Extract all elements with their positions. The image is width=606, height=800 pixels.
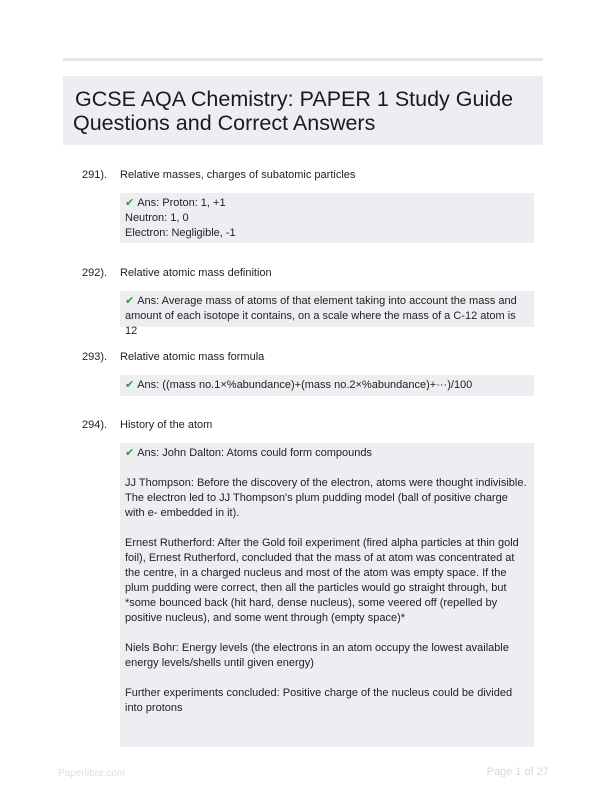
question-text: Relative atomic mass definition bbox=[120, 267, 272, 279]
check-icon: ✔ bbox=[125, 447, 135, 459]
question-text: History of the atom bbox=[120, 419, 213, 431]
page-number: Page 1 of 27 bbox=[486, 766, 549, 778]
answer-box-292 bbox=[120, 291, 534, 337]
question-text: Relative masses, charges of subatomic particles bbox=[120, 169, 356, 181]
answer-box-294 bbox=[120, 443, 534, 747]
check-icon: ✔ bbox=[125, 197, 135, 209]
answer-line: Ans: Proton: 1, +1 bbox=[137, 197, 226, 209]
question-number: 293). bbox=[82, 351, 108, 363]
answer-line: Ans: ((mass no.1×%abundance)+(mass no.2×%abundance)+···)/100 bbox=[137, 379, 473, 391]
answer-paragraph: Ans: John Dalton: Atoms could form compounds bbox=[137, 447, 373, 459]
title-banner bbox=[63, 76, 543, 145]
answer-paragraph: Further experiments concluded: Positive charge of the nucleus could be divided into protons bbox=[125, 687, 513, 714]
answer-paragraph: Niels Bohr: Energy levels (the electrons in an atom occupy the lowest available energy levels/shells until given energy) bbox=[125, 642, 509, 669]
question-number: 294). bbox=[82, 419, 108, 431]
check-icon: ✔ bbox=[125, 295, 135, 307]
question-text: Relative atomic mass formula bbox=[120, 351, 265, 363]
answer-box-291 bbox=[120, 193, 534, 243]
answer-line: Ans: Average mass of atoms of that element taking into account the mass and amount of each isotope it contains, on a scale where the mass of a C-12 atom is 12 bbox=[125, 295, 517, 337]
answer-line: Electron: Negligible, -1 bbox=[125, 227, 236, 239]
top-divider bbox=[63, 58, 543, 61]
question-number: 291). bbox=[82, 169, 108, 181]
title-line-2: Questions and Correct Answers bbox=[73, 111, 376, 135]
footer-watermark: Paperlibre.com bbox=[58, 768, 126, 779]
answer-box-293 bbox=[120, 375, 534, 396]
title-line-1: GCSE AQA Chemistry: PAPER 1 Study Guide bbox=[75, 87, 514, 111]
page-title bbox=[73, 87, 533, 135]
answer-paragraph: JJ Thompson: Before the discovery of the electron, atoms were thought indivisible. The electron led to JJ Thompson's plum pudding model (ball of positive charge with e- embedded in it). bbox=[125, 477, 527, 519]
check-icon: ✔ bbox=[125, 379, 135, 391]
question-number: 292). bbox=[82, 267, 108, 279]
answer-line: Neutron: 1, 0 bbox=[125, 212, 189, 224]
answer-paragraph: Ernest Rutherford: After the Gold foil experiment (fired alpha particles at thin gold foil), Ernest Rutherford, concluded that the mass of at atom was concentrated at the centre, in a charged nucleus and most of the atom was empty space. If the plum pudding were correct, then all the particles would go straight through, but *some bounced back (hit hard, dense nucleus), some veered off (repelled by positive nucleus), and some went through (empty space)* bbox=[125, 537, 519, 624]
